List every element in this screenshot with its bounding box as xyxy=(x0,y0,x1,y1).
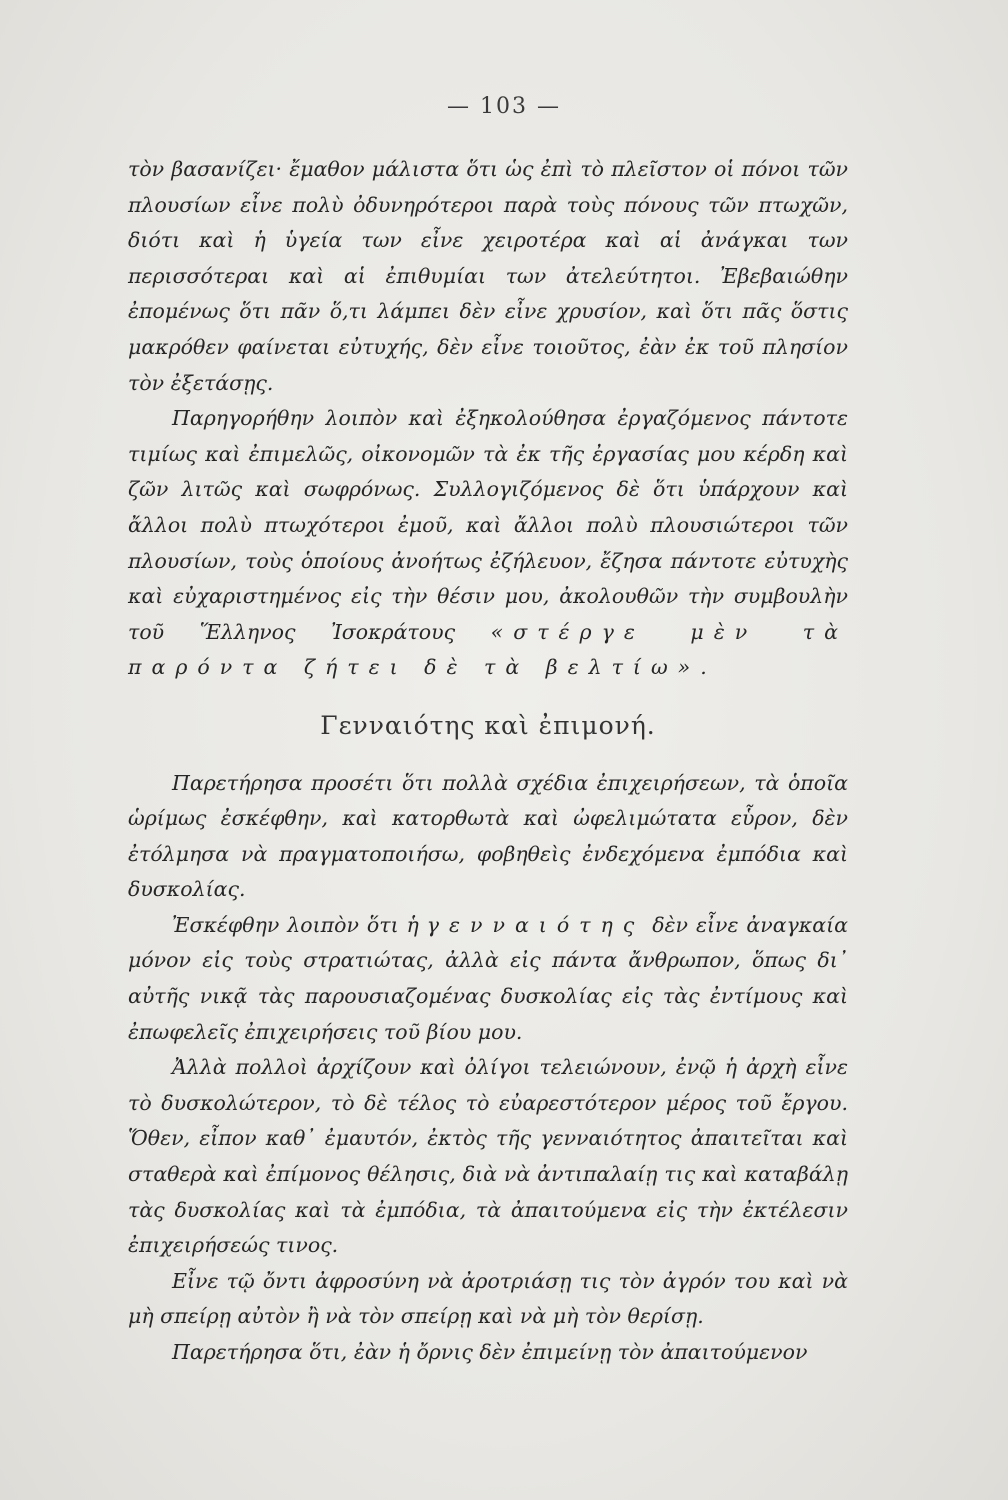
paragraph-text-rest: δὲν εἶνε ἀναγκαία μόνον εἰς τοὺς στρατιώτας, ἀλλὰ εἰς πάντα ἄνθρωπον, ὅπως δι᾽ αὐτῆς νικᾷ τὰς παρουσιαζομένας δυσκολίας εἰς τὰς ἐντίμους καὶ ἐπωφελεῖς ἐπιχειρήσεις τοῦ βίου μου. xyxy=(128,912,848,1044)
paragraph-text-start: Ἐσκέφθην λοιπὸν ὅτι ἡ xyxy=(172,912,419,937)
paragraph-courage xyxy=(128,908,848,1050)
paragraph-persistence: Ἀλλὰ πολλοὶ ἀρχίζουν καὶ ὀλίγοι τελειώνουν, ἐνῷ ἡ ἀρχὴ εἶνε τὸ δυσκολώτερον, τὸ δὲ τέλος τὸ εὐαρεστότερον μέρος τοῦ ἔργου. Ὅθεν, εἶπον καθ᾽ ἐμαυτόν, ἐκτὸς τῆς γενναιότητος ἀπαιτεῖται καὶ σταθερὰ καὶ ἐπίμονος θέλησις, διὰ νὰ ἀντιπαλαίῃ τις καὶ καταβάλῃ τὰς δυσκολίας καὶ τὰ ἐμπόδια, τὰ ἀπαιτούμενα εἰς τὴν ἐκτέλεσιν ἐπιχειρήσεώς τινος. xyxy=(128,1055,848,1258)
spaced-word: γενναιότης xyxy=(426,912,645,937)
paragraph-observation: Παρετήρησα προσέτι ὅτι πολλὰ σχέδια ἐπιχειρήσεων, τὰ ὁποῖα ὡρίμως ἐσκέφθην, καὶ κατορθωτὰ καὶ ὠφελιμώτατα εὗρον, δὲν ἐτόλμησα νὰ πραγματοποιήσω, φοβηθεὶς ἐνδεχόμενα ἐμπόδια καὶ δυσκολίας. xyxy=(128,770,848,902)
paragraph-folly: Εἶνε τῷ ὄντι ἀφροσύνη νὰ ἀροτριάσῃ τις τὸν ἀγρόν του καὶ νὰ μὴ σπείρῃ αὐτὸν ἢ νὰ τὸν σπείρῃ καὶ νὰ μὴ τὸν θερίσῃ. xyxy=(128,1268,848,1329)
body-text xyxy=(128,152,848,1371)
isocrates-quote: «στέργε μὲν τὰ παρόντα ζήτει δὲ τὰ βελτίω». xyxy=(128,619,848,680)
paragraph-continuation: τὸν βασανίζει· ἔμαθον μάλιστα ὅτι ὡς ἐπὶ τὸ πλεῖστον οἱ πόνοι τῶν πλουσίων εἶνε πολὺ ὀδυνηρότεροι παρὰ τοὺς πόνους τῶν πτωχῶν, διότι καὶ ἡ ὑγεία των εἶνε χειροτέρα καὶ αἱ ἀνάγκαι των περισσότεραι καὶ αἱ ἐπιθυμίαι των ἀτελεύτητοι. Ἐβεβαιώθην ἐπομένως ὅτι πᾶν ὅ,τι λάμπει δὲν εἶνε χρυσίον, καὶ ὅτι πᾶς ὅστις μακρόθεν φαίνεται εὐτυχής, δὲν εἶνε τοιοῦτος, ἐὰν ἐκ τοῦ πλησίον τὸν ἐξετάσῃς. xyxy=(128,157,848,395)
paragraph-hen: Παρετήρησα ὅτι, ἐὰν ἡ ὄρνις δὲν ἐπιμείνῃ τὸν ἀπαιτούμενον xyxy=(172,1340,808,1364)
section-heading: Γενναιότης καὶ ἐπιμονή. xyxy=(320,710,656,740)
paragraph-consolation xyxy=(128,401,848,686)
page-number: — 103 — xyxy=(447,94,561,119)
paragraph-text: Παρηγορήθην λοιπὸν καὶ ἐξηκολούθησα ἐργαζόμενος πάντοτε τιμίως καὶ ἐπιμελῶς, οἰκονομῶν τὰ ἐκ τῆς ἐργασίας μου κέρδη καὶ ζῶν λιτῶς καὶ σωφρόνως. Συλλογιζόμενος δὲ ὅτι ὑπάρχουν καὶ ἄλλοι πολὺ πτωχότεροι ἐμοῦ, καὶ ἄλλοι πολὺ πλουσιώτεροι τῶν πλουσίων, τοὺς ὁποίους ἀνοήτως ἐζήλευον, ἔζησα πάντοτε εὐτυχὴς καὶ εὐχαριστημένος εἰς τὴν θέσιν μου, ἀκολουθῶν τὴν συμβουλὴν τοῦ Ἕλληνος Ἰσοκράτους xyxy=(128,406,848,644)
